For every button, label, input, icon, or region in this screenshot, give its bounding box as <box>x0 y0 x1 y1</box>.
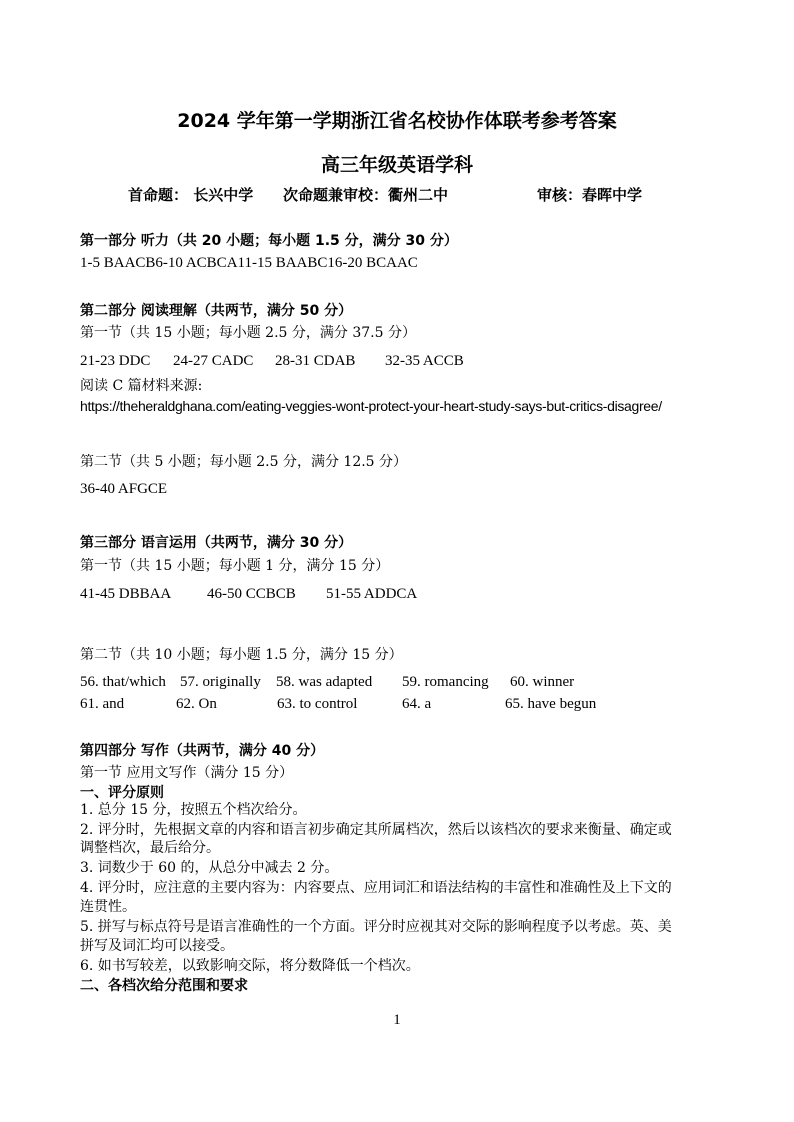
part2-answer-group: 21-23 DDC <box>80 353 151 369</box>
part2-heading: 第二部分 阅读理解（共两节，满分 50 分） <box>80 303 353 319</box>
part3-heading: 第三部分 语言运用（共两节，满分 30 分） <box>80 535 353 551</box>
part2-answer-group: 24-27 CADC <box>173 353 254 369</box>
rule-4-cont: 连贯性。 <box>80 899 136 915</box>
part3-section2-heading: 第二节（共 10 小题；每小题 1.5 分，满分 15 分） <box>80 647 403 663</box>
part3-answer-group: 46-50 CCBCB <box>207 586 296 602</box>
answer-item: 59. romancing <box>402 674 489 690</box>
rule-4: 4. 评分时，应注意的主要内容为：内容要点、应用词汇和语法结构的丰富性和准确性及上下文的 <box>80 880 672 896</box>
part2-section2-heading: 第二节（共 5 小题；每小题 2.5 分，满分 12.5 分） <box>80 454 408 470</box>
answer-item: 58. was adapted <box>276 674 373 690</box>
rule-5-cont: 拼写及词汇均可以接受。 <box>80 938 234 954</box>
answer-item: 60. winner <box>510 674 575 690</box>
chief-setter: 首命题： 长兴中学 <box>128 186 254 204</box>
part2-answer-group: 32-35 ACCB <box>385 353 464 369</box>
rule-2: 2. 评分时，先根据文章的内容和语言初步确定其所属档次，然后以该档次的要求来衡量、确定或 <box>80 822 672 838</box>
part3-section1-heading: 第一节（共 15 小题；每小题 1 分，满分 15 分） <box>80 558 390 574</box>
page-number: 1 <box>393 1012 401 1028</box>
part1-answers: 1-5 BAACB6-10 ACBCA11-15 BAABC16-20 BCAAC <box>80 255 418 271</box>
part2-answer-group: 28-31 CDAB <box>275 353 356 369</box>
part4-section1-heading: 第一节 应用文写作（满分 15 分） <box>80 765 294 781</box>
answer-item: 57. originally <box>180 674 261 690</box>
answer-item: 62. On <box>176 696 217 712</box>
rule-1: 1. 总分 15 分，按照五个档次给分。 <box>80 802 307 818</box>
reviewer: 审核：春晖中学 <box>537 186 643 204</box>
answer-item: 63. to control <box>277 696 358 712</box>
part3-answer-group: 51-55 ADDCA <box>326 586 418 602</box>
sub-setter: 次命题兼审校：衢州二中 <box>283 186 449 204</box>
answer-item: 61. and <box>80 696 125 712</box>
answer-item: 56. that/which <box>80 674 166 690</box>
part4-heading: 第四部分 写作（共两节，满分 40 分） <box>80 743 325 759</box>
answer-item: 64. a <box>402 696 432 712</box>
page-subtitle: 高三年级英语学科 <box>320 154 473 176</box>
source-label: 阅读 C 篇材料来源: <box>80 378 203 394</box>
part2-section1-heading: 第一节（共 15 小题；每小题 2.5 分，满分 37.5 分） <box>80 325 416 341</box>
principles-heading: 一、评分原则 <box>80 785 164 801</box>
source-url: https://theheraldghana.com/eating-veggies-wont-protect-your-heart-study-says-but-critics-disagree/ <box>80 398 662 414</box>
answer-item: 65. have begun <box>505 696 597 712</box>
rule-2-cont: 调整档次，最后给分。 <box>80 840 220 856</box>
rule-5: 5. 拼写与标点符号是语言准确性的一个方面。评分时应视其对交际的影响程度予以考虑。英、美 <box>80 919 672 935</box>
part1-heading: 第一部分 听力（共 20 小题；每小题 1.5 分，满分 30 分） <box>80 233 458 249</box>
rule-3: 3. 词数少于 60 的，从总分中减去 2 分。 <box>80 860 339 876</box>
part2-section2-answers: 36-40 AFGCE <box>80 481 168 497</box>
page-title: 2024 学年第一学期浙江省名校协作体联考参考答案 <box>177 110 617 132</box>
ranges-heading: 二、各档次给分范围和要求 <box>80 978 248 994</box>
rule-6: 6. 如书写较差，以致影响交际，将分数降低一个档次。 <box>80 958 420 974</box>
part3-answer-group: 41-45 DBBAA <box>80 586 172 602</box>
